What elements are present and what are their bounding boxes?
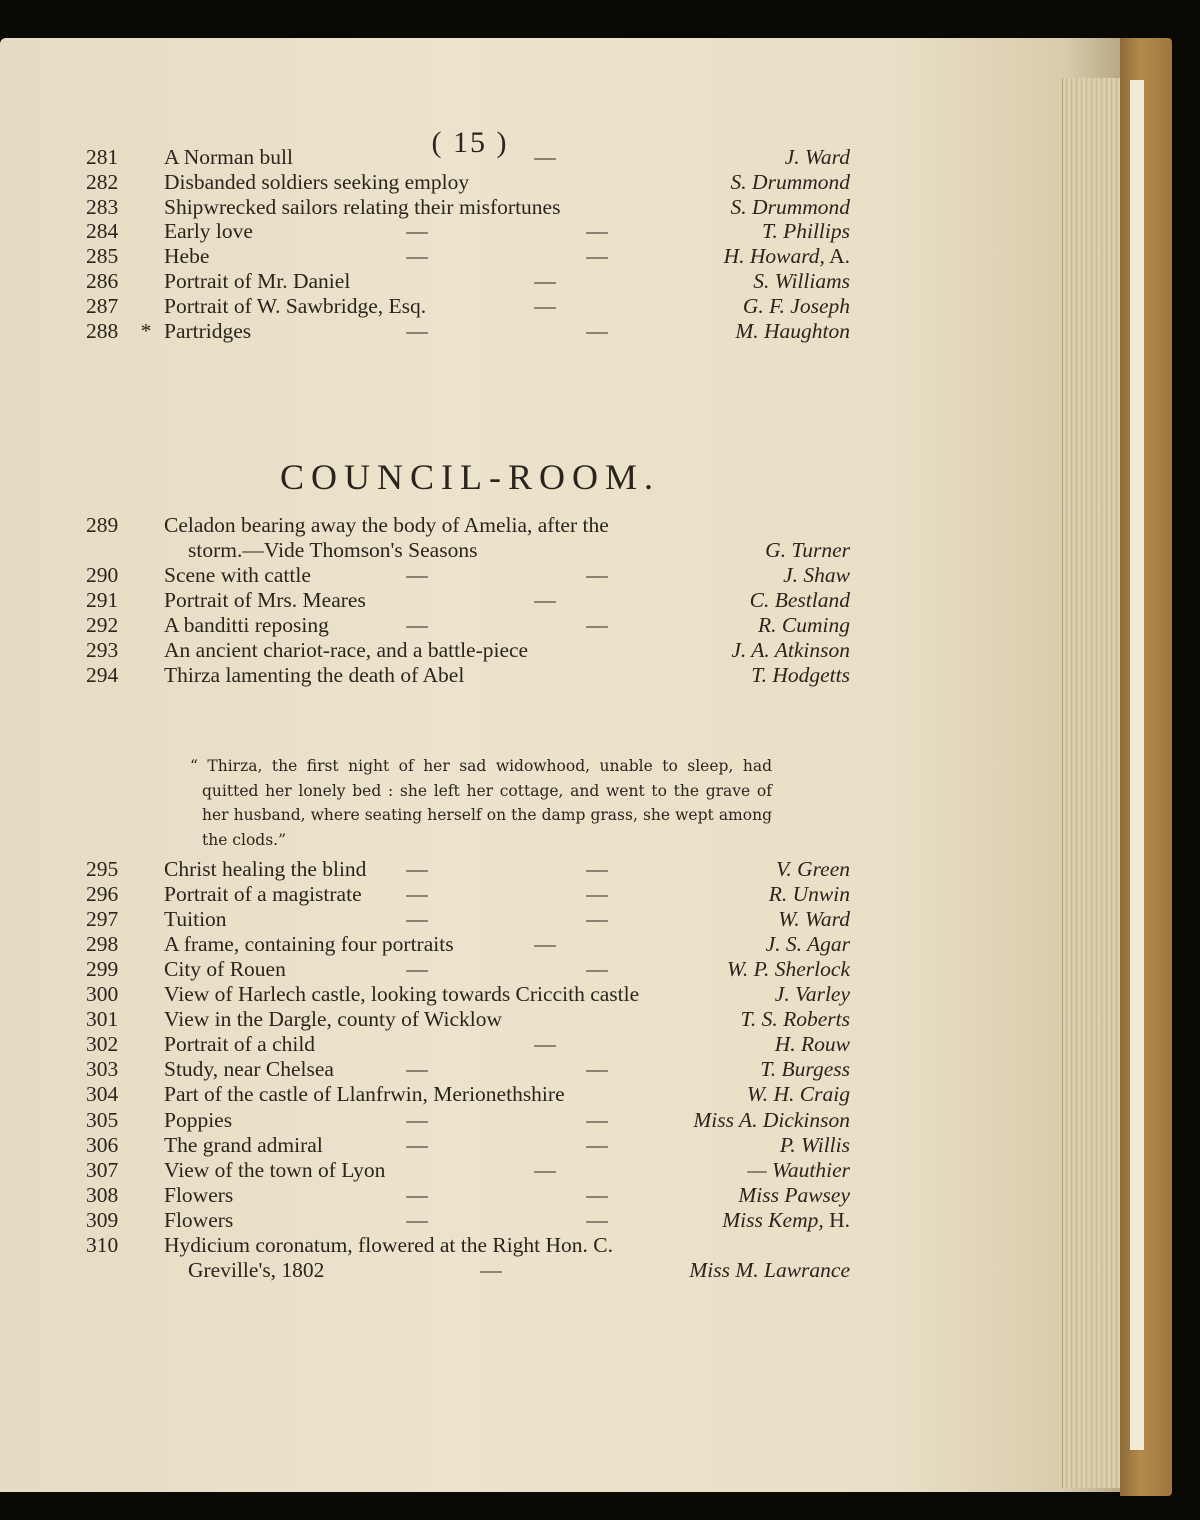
catalogue-entry: [0, 194, 1120, 220]
entry-title: Disbanded soldiers seeking employ: [164, 169, 470, 194]
leader-dash: —: [586, 957, 608, 982]
entry-title: Early love: [164, 219, 253, 244]
entry-number: 303: [86, 1057, 119, 1082]
leader-dash: —: [586, 613, 608, 637]
entry-title: Flowers: [164, 1182, 234, 1207]
artist-name: M. Haughton: [735, 318, 850, 343]
entry-title: Partridges: [164, 318, 252, 343]
artist-name: J. Varley: [774, 982, 850, 1007]
entry-title: Study, near Chelsea: [164, 1057, 334, 1082]
artist-name: — Wauthier: [747, 1157, 850, 1182]
entry-number: 300: [86, 982, 119, 1007]
entry-number: 285: [86, 244, 119, 269]
artist-name: Miss Kemp,: [722, 1207, 824, 1232]
entry-number: 288: [86, 318, 119, 343]
catalogue-entry: [0, 1031, 1120, 1057]
catalogue-entry: [0, 1232, 1120, 1258]
entry-title: Thirza lamenting the death of Abel: [164, 663, 465, 687]
artist-name: C. Bestland: [749, 588, 850, 612]
leader-dash: —: [406, 318, 428, 343]
entry-number: 308: [86, 1182, 119, 1207]
entry-artist: [741, 1006, 851, 1032]
catalogue-entry-continuation: [0, 1257, 1120, 1283]
entry-title: An ancient chariot-race, and a battle-piece: [164, 638, 529, 662]
catalogue-entry: [0, 612, 1120, 638]
entry-artist: [731, 637, 850, 663]
leader-dash: —: [406, 957, 428, 982]
entry-artist: [758, 612, 850, 638]
entry-artist: [776, 856, 850, 882]
entry-artist: [747, 1081, 850, 1107]
entry-title: Portrait of a child: [164, 1032, 316, 1057]
entry-title: View of Harlech castle, looking towards Criccith castle: [164, 982, 640, 1007]
catalogue-entry: [0, 856, 1120, 882]
leader-dash: —: [534, 293, 556, 318]
entry-artist: [760, 1056, 850, 1082]
entry-artist: [738, 1182, 850, 1208]
leader-dash: —: [406, 244, 428, 269]
artist-name: P. Willis: [779, 1132, 850, 1157]
artist-name: H. Howard,: [723, 244, 825, 269]
leader-dash: —: [406, 1207, 428, 1232]
catalogue-entry: [0, 587, 1120, 613]
entry-artist: [753, 268, 850, 294]
entry-number: 299: [86, 957, 119, 982]
catalogue-entry-continuation: [0, 537, 1120, 563]
entry-title: Portrait of Mrs. Meares: [164, 588, 366, 612]
artist-name: W. P. Sherlock: [726, 957, 850, 982]
entry-artist: [727, 956, 850, 982]
leader-dash: —: [586, 1107, 608, 1132]
leader-dash: —: [534, 932, 556, 957]
entry-title: Christ healing the blind: [164, 857, 367, 881]
artist-name: W. Ward: [778, 907, 850, 932]
catalogue-entry: [0, 562, 1120, 588]
artist-name: R. Unwin: [768, 882, 850, 907]
artist-name: J. A. Atkinson: [731, 638, 850, 662]
catalogue-entry: [0, 318, 1120, 344]
leader-dash: —: [534, 1157, 556, 1182]
entry-artist: [731, 194, 850, 220]
entry-artist: [751, 662, 850, 688]
artist-name: T. Phillips: [761, 219, 850, 244]
entry-artist: [747, 1157, 850, 1183]
catalogue-entry: [0, 1157, 1120, 1183]
artist-suffix: H.: [823, 1207, 850, 1232]
leader-dash: —: [586, 1057, 608, 1082]
artist-name: Miss Pawsey: [738, 1182, 850, 1207]
entry-title: Shipwrecked sailors relating their misfortunes: [164, 194, 561, 219]
leader-dash: —: [534, 1032, 556, 1057]
entry-number: 286: [86, 269, 119, 293]
leader-dash: —: [406, 1057, 428, 1082]
entry-number: 287: [86, 293, 119, 318]
entry-title: A banditti reposing: [164, 613, 329, 637]
entry-number: 296: [86, 882, 119, 907]
catalogue-entry: [0, 881, 1120, 907]
entry-title: Hebe: [164, 244, 210, 269]
entry-artist: [724, 243, 850, 269]
leader-dash: —: [586, 1207, 608, 1232]
leader-dash: —: [586, 907, 608, 932]
catalogue-entries: [0, 38, 1120, 1492]
catalogue-entry: [0, 169, 1120, 195]
leader-dash: —: [406, 907, 428, 932]
artist-suffix: A.: [824, 244, 850, 269]
leader-dash: —: [406, 1132, 428, 1157]
catalogue-entry: [0, 293, 1120, 319]
entry-artist: [762, 218, 850, 244]
entry-artist: [766, 931, 850, 957]
artist-name: G. F. Joseph: [742, 293, 850, 318]
entry-number: 295: [86, 857, 119, 881]
entry-title: View of the town of Lyon: [164, 1157, 386, 1182]
entry-title: Scene with cattle: [164, 563, 311, 587]
entry-title: Celadon bearing away the body of Amelia, after the: [164, 513, 609, 537]
catalogue-entry: [0, 637, 1120, 663]
entry-artist: [775, 1031, 850, 1057]
leader-dash: —: [586, 563, 608, 587]
leader-dash: —: [534, 145, 556, 169]
entry-artist: [735, 318, 850, 344]
artist-name: T. S. Roberts: [740, 1007, 850, 1032]
catalogue-entry: [0, 1132, 1120, 1158]
artist-name: H. Rouw: [774, 1032, 850, 1057]
leader-dash: —: [586, 219, 608, 244]
artist-name: T. Burgess: [760, 1057, 850, 1082]
catalogue-entry: [0, 512, 1120, 538]
artist-name: R. Cuming: [758, 613, 850, 637]
entry-number: 290: [86, 563, 119, 587]
catalogue-entry: [0, 931, 1120, 957]
leader-dash: —: [586, 1182, 608, 1207]
leader-dash: —: [534, 588, 556, 612]
artist-name: S. Drummond: [730, 194, 850, 219]
entry-artist: [750, 587, 850, 613]
leader-dash: —: [406, 613, 428, 637]
catalogue-entry: [0, 1056, 1120, 1082]
entry-title: Poppies: [164, 1107, 233, 1132]
entry-title: Portrait of Mr. Daniel: [164, 269, 351, 293]
entry-mark: *: [140, 318, 152, 343]
entry-title: City of Rouen: [164, 957, 286, 982]
entry-number: 302: [86, 1032, 119, 1057]
entry-artist: [785, 144, 850, 170]
leader-dash: —: [534, 269, 556, 293]
entry-artist: [780, 1132, 850, 1158]
cover-lining: [1130, 80, 1144, 1450]
leader-dash: —: [406, 563, 428, 587]
leader-dash: —: [586, 857, 608, 881]
entry-number: 283: [86, 194, 119, 219]
entry-number: 309: [86, 1207, 119, 1232]
entry-artist: [693, 1107, 850, 1133]
entry-number: 306: [86, 1132, 119, 1157]
entry-title: Portrait of a magistrate: [164, 882, 362, 907]
section-heading: COUNCIL-ROOM.: [279, 457, 660, 497]
entry-artist: [722, 1207, 850, 1233]
artist-name: Miss A. Dickinson: [693, 1107, 850, 1132]
quotation: “ Thirza, the first night of her sad widowhood, unable to sleep, had quitted her lonely bed : she left her cottage, and went to the grave of her husband, where seating herself on the damp grass, she wept among the clods.”: [190, 757, 772, 849]
artist-name: S. Williams: [753, 269, 850, 293]
catalogue-entry: [0, 1107, 1120, 1133]
entry-title-continuation: storm.—Vide Thomson's Seasons: [188, 538, 478, 562]
entry-number: 310: [86, 1232, 119, 1257]
entry-number: 297: [86, 907, 119, 932]
leader-dash: —: [406, 1107, 428, 1132]
entry-artist: [778, 906, 850, 932]
leader-dash: —: [406, 219, 428, 244]
catalogue-entry: [0, 1182, 1120, 1208]
entry-title: A Norman bull: [164, 145, 293, 169]
entry-title: View in the Dargle, county of Wicklow: [164, 1007, 502, 1032]
entry-number: 304: [86, 1082, 119, 1107]
entry-artist: [769, 881, 850, 907]
entry-number: 301: [86, 1007, 119, 1032]
artist-name: W. H. Craig: [746, 1082, 850, 1107]
catalogue-entry: [0, 981, 1120, 1007]
book-cover: [1120, 38, 1172, 1496]
artist-name: V. Green: [775, 857, 850, 881]
catalogue-entry: [0, 906, 1120, 932]
entry-title: Portrait of W. Sawbridge, Esq.: [164, 293, 427, 318]
leader-dash: —: [586, 1132, 608, 1157]
entry-number: 282: [86, 169, 119, 194]
artist-name: J. Ward: [784, 145, 850, 169]
leader-dash: —: [406, 882, 428, 907]
entry-title: Flowers: [164, 1207, 234, 1232]
catalogue-entry: [0, 144, 1120, 170]
entry-number: 293: [86, 638, 119, 662]
entry-artist: G. Turner: [765, 538, 850, 562]
leader-dash: —: [406, 857, 428, 881]
entry-artist: [783, 562, 850, 588]
entry-number: 291: [86, 588, 119, 612]
entry-title: Hydicium coronatum, flowered at the Right Hon. C.: [164, 1232, 614, 1257]
entry-title: Tuition: [164, 907, 227, 932]
catalogue-entry: [0, 662, 1120, 688]
entry-number: 305: [86, 1107, 119, 1132]
catalogue-entry: [0, 218, 1120, 244]
entry-number: 289: [86, 513, 119, 537]
artist-name: J. S. Agar: [765, 932, 850, 957]
entry-title-continuation: Greville's, 1802: [188, 1257, 325, 1282]
catalogue-entry: [0, 1207, 1120, 1233]
artist-name: J. Shaw: [783, 563, 850, 587]
leader-dash: —: [406, 1182, 428, 1207]
entry-title: Part of the castle of Llanfrwin, Merionethshire: [164, 1082, 565, 1107]
catalogue-entry: [0, 956, 1120, 982]
catalogue-entry: [0, 268, 1120, 294]
entry-number: 298: [86, 932, 119, 957]
leader-dash: —: [480, 1257, 502, 1282]
entry-title: The grand admiral: [164, 1132, 323, 1157]
leader-dash: —: [586, 244, 608, 269]
leader-dash: —: [586, 318, 608, 343]
book-page: [0, 38, 1120, 1492]
entry-number: 307: [86, 1157, 119, 1182]
catalogue-entry: [0, 1006, 1120, 1032]
entry-number: 284: [86, 219, 119, 244]
entry-number: 294: [86, 663, 119, 687]
entry-title: A frame, containing four portraits: [164, 932, 454, 957]
leader-dash: —: [586, 882, 608, 907]
catalogue-entry: [0, 243, 1120, 269]
artist-name: T. Hodgetts: [751, 663, 850, 687]
catalogue-entry: [0, 1081, 1120, 1107]
entry-artist: [743, 293, 850, 319]
entry-artist: [731, 169, 850, 195]
entry-artist: [775, 981, 850, 1007]
artist-name: S. Drummond: [730, 169, 850, 194]
entry-number: 281: [86, 145, 119, 169]
entry-artist: Miss M. Lawrance: [689, 1257, 850, 1282]
page-number: ( 15 ): [431, 126, 509, 159]
entry-number: 292: [86, 613, 119, 637]
